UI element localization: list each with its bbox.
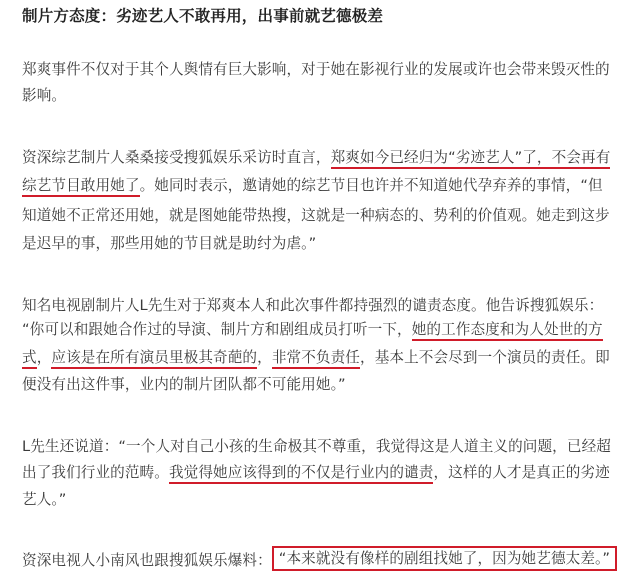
highlight-underline: 式	[22, 349, 37, 369]
p3-line-1: 知名电视剧制片人L先生对于郑爽本人和此次事件都持强烈的谴责态度。他告诉搜狐娱乐：	[22, 297, 604, 314]
p3-line-4: 便没有出这件事，业内的制片团队都不可能用她。”	[22, 376, 346, 393]
highlight-underline: 综艺节目敢用她了	[22, 177, 140, 197]
p5-line-1	[22, 548, 617, 573]
p4-line-3: 艺人。”	[22, 491, 67, 508]
article-heading: 制片方态度：劣迹艺人不敢再用，出事前就艺德极差	[22, 7, 384, 25]
p4-text: ，这样的人才是真正的劣迹	[433, 464, 610, 481]
p3-text: “你可以和跟她合作过的导演、制片方和剧组成员打听一下，	[22, 321, 412, 338]
p3-text: ，	[257, 349, 272, 366]
p1-line-1: 郑爽事件不仅对于其个人舆情有巨大影响，对于她在影视行业的发展或许也会带来毁灭性的	[22, 61, 610, 78]
highlight-underline: 郑爽如今已经归为“劣迹艺人”了，不会再有	[331, 149, 611, 169]
highlight-underline: 应该是在所有演员里极其奇葩的	[51, 349, 257, 369]
p3-line-2	[22, 320, 603, 341]
p4-line-2	[22, 463, 610, 484]
p3-text: ，基本上不会尽到一个演员的责任。即	[360, 349, 610, 366]
p1-line-2: 影响。	[22, 87, 67, 104]
p2-line-3: 知道她不正常还用她，就是图她能带热搜，这就是一种病态的、势利的价值观。她走到这步	[22, 207, 610, 224]
highlight-underline: 非常不负责任	[272, 349, 360, 369]
p2-text: 。她同时表示，邀请她的综艺节目也许并不知道她代孕弃养的事情，“但	[139, 177, 603, 194]
highlight-underline: 她的工作态度和为人处世的方	[412, 321, 603, 341]
p5-text: 资深电视人小南风也跟搜狐娱乐爆料：	[22, 552, 272, 569]
p3-text: ，	[36, 349, 52, 366]
p3-line-3	[22, 348, 610, 369]
p4-line-1: L先生还说道：“一个人对自己小孩的生命极其不尊重，我觉得这是人道主义的问题，已经超	[22, 438, 611, 455]
p2-text: 资深综艺制片人桑桑接受搜狐娱乐采访时直言，	[22, 149, 331, 166]
highlight-underline: 我觉得她应该得到的不仅是行业内的谴责	[169, 464, 434, 484]
p2-line-2	[22, 176, 603, 197]
p4-text: 出了我们行业的范畴。	[22, 464, 169, 481]
p2-line-1	[22, 148, 610, 169]
highlight-box: “本来就没有像样的剧组找她了，因为她艺德太差。”	[272, 546, 617, 571]
p2-line-4: 是迟早的事，那些用她的节目就是助纣为虐。”	[22, 235, 317, 252]
